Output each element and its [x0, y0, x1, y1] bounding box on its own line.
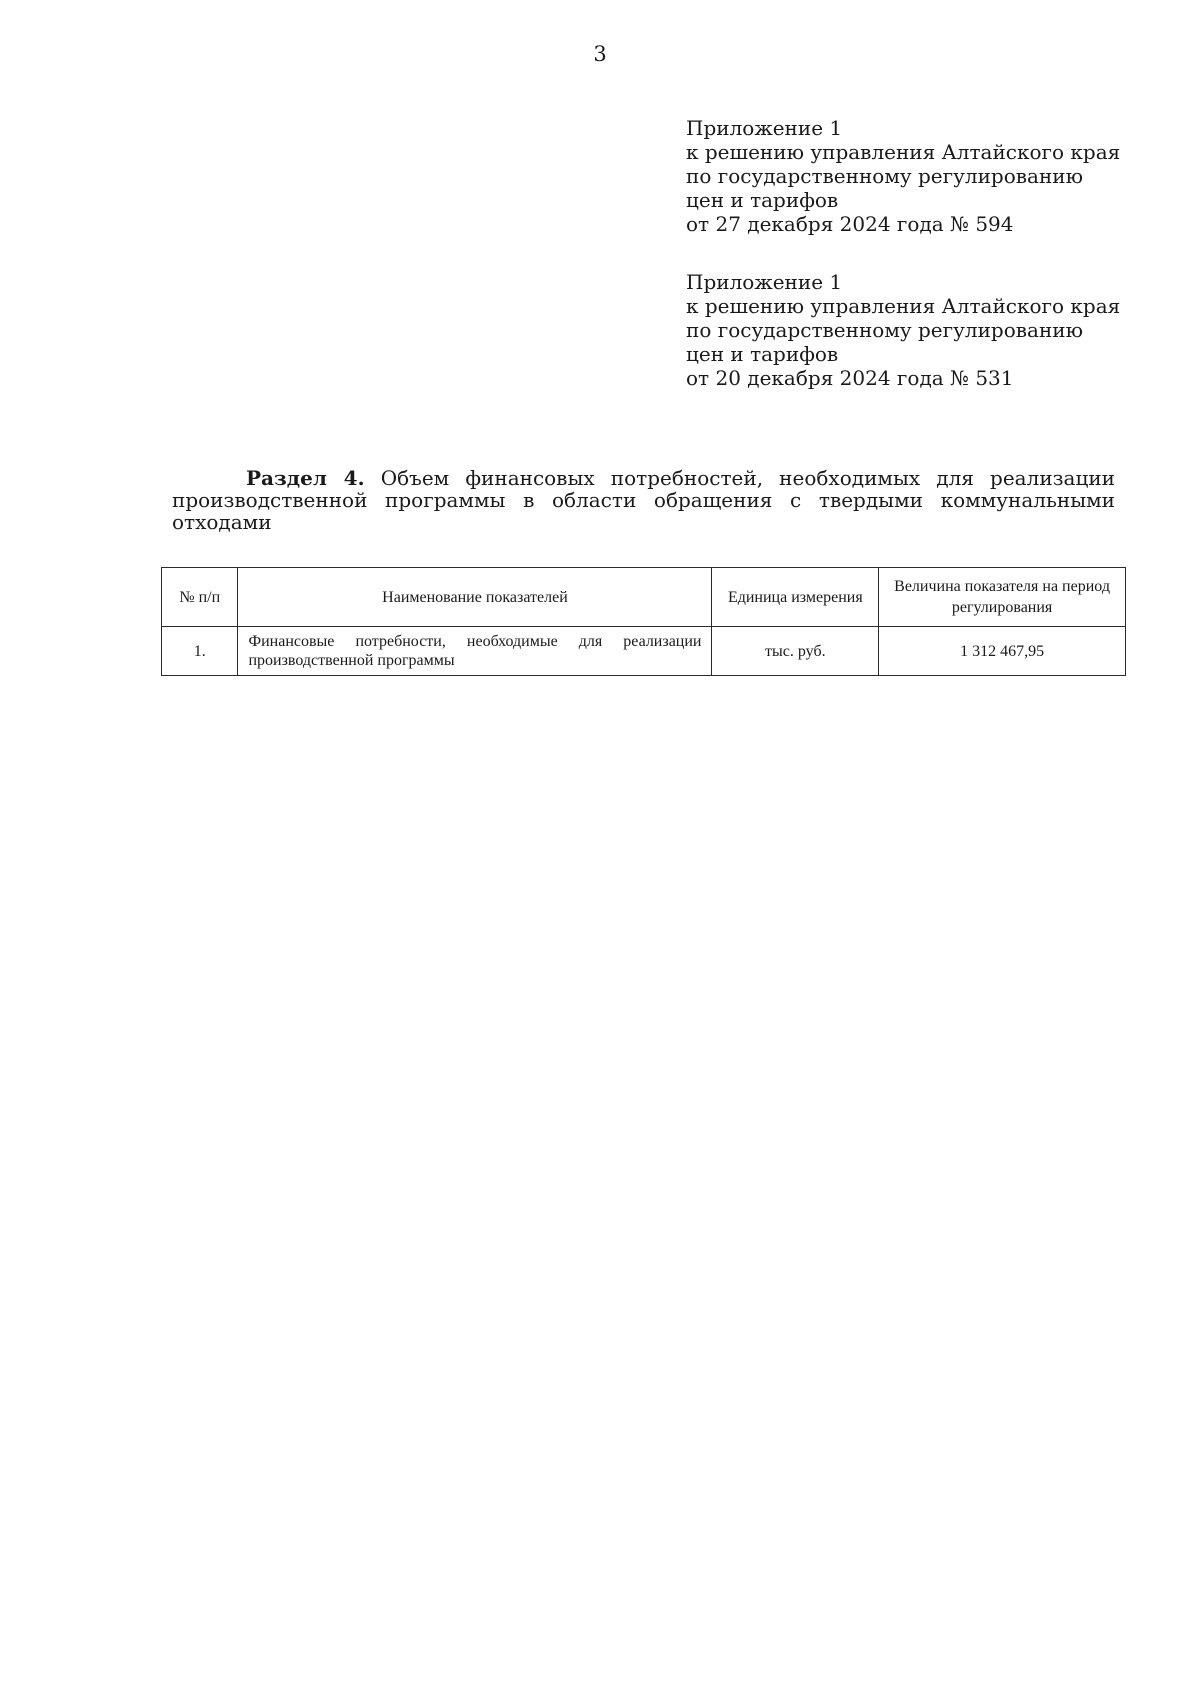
appendix-block-2: [686, 270, 1120, 390]
row-indicator-name: Финансовые потребности, необходимые для реализации производственной программы: [238, 627, 712, 676]
appendix-2-line-4: цен и тарифов: [686, 342, 839, 366]
appendix-1-line-5: от 27 декабря 2024 года № 594: [686, 212, 1014, 236]
header-value: Величина показателя на период регулирования: [879, 568, 1126, 627]
appendix-2-line-3: по государственному регулированию: [686, 318, 1084, 342]
row-number: 1.: [162, 627, 238, 676]
section-title-part-3: отходами: [172, 510, 272, 534]
section-label: Раздел 4.: [246, 466, 365, 490]
appendix-1-line-1: Приложение 1: [686, 116, 843, 140]
financial-needs-table: [161, 567, 1126, 676]
appendix-1-line-4: цен и тарифов: [686, 188, 839, 212]
row-unit: тыс. руб.: [712, 627, 879, 676]
appendix-2-line-5: от 20 декабря 2024 года № 531: [686, 366, 1014, 390]
appendix-block-1: [686, 116, 1120, 236]
page-number: 3: [593, 42, 607, 66]
section-heading-line-1: [172, 467, 1115, 489]
appendix-2-line-1: Приложение 1: [686, 270, 843, 294]
header-unit: Единица измерения: [712, 568, 879, 627]
appendix-1-line-3: по государственному регулированию: [686, 164, 1084, 188]
row-value: 1 312 467,95: [879, 627, 1126, 676]
appendix-2-line-2: к решению управления Алтайского края: [686, 294, 1121, 318]
section-heading: [172, 467, 1115, 533]
section-title-part-2: производственной программы в области обращения с твердыми коммунальными: [172, 488, 1115, 512]
table-row: [162, 627, 1126, 676]
header-indicator-name: Наименование показателей: [238, 568, 712, 627]
section-title-part-1: Объем финансовых потребностей, необходимых для реализации: [380, 466, 1115, 490]
appendix-1-line-2: к решению управления Алтайского края: [686, 140, 1121, 164]
table-header-row: [162, 568, 1126, 627]
header-number: № п/п: [162, 568, 238, 627]
